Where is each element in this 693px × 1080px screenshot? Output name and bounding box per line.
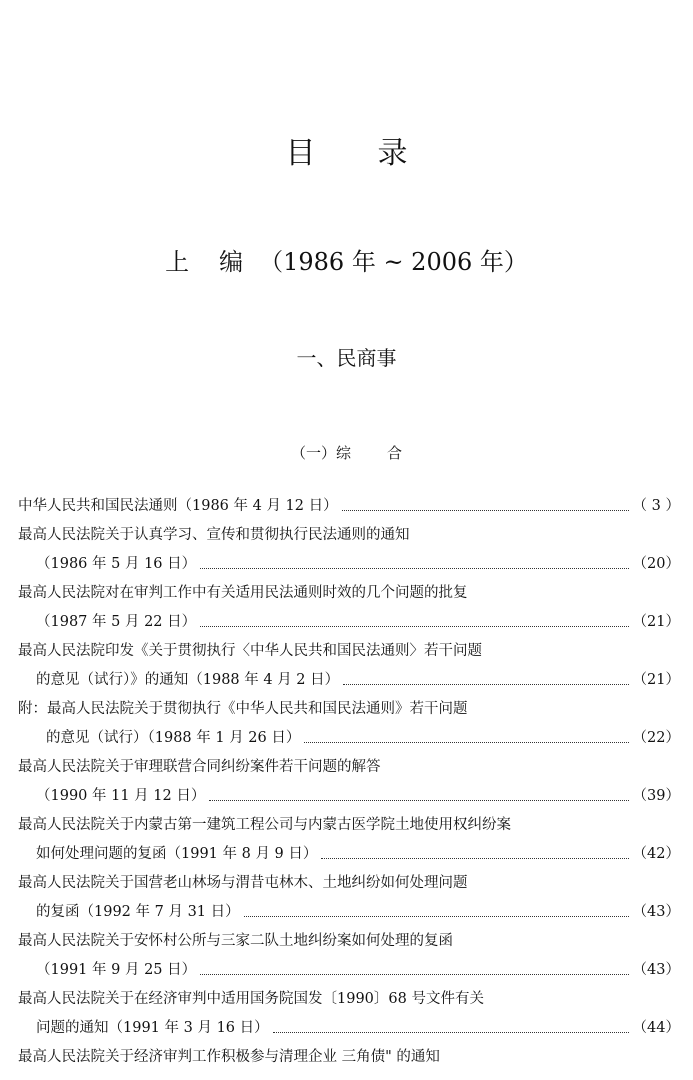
toc-entry-line <box>18 898 680 927</box>
toc-entry-line <box>18 782 680 811</box>
toc-entry-line <box>18 811 680 840</box>
dot-leader <box>304 742 628 743</box>
dot-leader <box>342 510 629 511</box>
toc-entry-text: 最高人民法院关于安怀村公所与三家二队土地纠纷案如何处理的复函 <box>18 933 453 949</box>
toc-page-number: （42） <box>632 846 680 862</box>
toc-entry-line <box>18 927 680 956</box>
toc-entry-line <box>18 724 680 753</box>
dot-leader <box>200 568 628 569</box>
subsection-title <box>0 442 693 463</box>
toc-page-number: （22） <box>632 730 680 746</box>
toc-entry-text: 最高人民法院关于国营老山林场与渭昔屯林木、土地纠纷如何处理问题 <box>18 875 468 891</box>
dot-leader <box>200 626 628 627</box>
toc-entry-line <box>18 492 680 521</box>
dot-leader <box>244 916 629 917</box>
toc-page-number: （39） <box>632 788 680 804</box>
toc-entry-line <box>18 956 680 985</box>
toc-entry-text: 中华人民共和国民法通则（1986 年 4 月 12 日） <box>18 498 338 514</box>
part-years: （1986 年 ~ 2006 年） <box>259 248 528 276</box>
dot-leader <box>321 858 628 859</box>
page-title <box>0 128 693 172</box>
subsection-label-a: （一）综 <box>290 444 351 462</box>
toc-entry-line <box>18 579 680 608</box>
toc-entry-line <box>18 637 680 666</box>
toc-entry-line <box>18 869 680 898</box>
page-title-right: 录 <box>377 136 408 171</box>
toc-entry-text: （1990 年 11 月 12 日） <box>36 788 206 804</box>
toc-entry-line <box>18 695 680 724</box>
toc-entry-text: （1986 年 5 月 16 日） <box>36 556 197 572</box>
toc-entry-line <box>18 753 680 782</box>
toc-entry-text: 的复函（1992 年 7 月 31 日） <box>36 904 240 920</box>
subsection-label-b: 合 <box>387 444 403 462</box>
part-label-a: 上 <box>165 248 190 276</box>
toc-page-number: （ 3 ） <box>632 498 680 514</box>
toc-entry-line <box>18 608 680 637</box>
toc-page-number: （44） <box>632 1020 680 1036</box>
toc-entry-line <box>18 666 680 695</box>
toc-entry-text: 最高人民法院关于在经济审判中适用国务院国发〔1990〕68 号文件有关 <box>18 991 484 1007</box>
toc-entry-line <box>18 840 680 869</box>
section-title: 一、民商事 <box>296 346 397 370</box>
toc-entry-text: 如何处理问题的复函（1991 年 8 月 9 日） <box>36 846 318 862</box>
toc-entry-text: 最高人民法院印发《关于贯彻执行〈中华人民共和国民法通则〉若干问题 <box>18 643 482 659</box>
toc-entry-line <box>18 521 680 550</box>
toc-entry-text: （1991 年 9 月 25 日） <box>36 962 197 978</box>
toc-entry-text: 最高人民法院关于审理联营合同纠纷案件若干问题的解答 <box>18 759 381 775</box>
toc-entry-text: 最高人民法院关于认真学习、宣传和贯彻执行民法通则的通知 <box>18 527 410 543</box>
dot-leader <box>200 974 628 975</box>
table-of-contents <box>18 492 680 1072</box>
part-title <box>0 242 693 277</box>
toc-entry-line <box>18 1043 680 1072</box>
toc-page-number: （20） <box>632 556 680 572</box>
toc-entry-text: 的意见（试行）》的通知（1988 年 4 月 2 日） <box>36 672 340 688</box>
toc-page-number: （21） <box>632 672 680 688</box>
toc-entry-text: 最高人民法院对在审判工作中有关适用民法通则时效的几个问题的批复 <box>18 585 468 601</box>
dot-leader <box>273 1032 629 1033</box>
toc-page-number: （43） <box>632 962 680 978</box>
dot-leader <box>343 684 628 685</box>
part-label-b: 编 <box>219 248 244 276</box>
toc-entry-text: 最高人民法院关于内蒙古第一建筑工程公司与内蒙古医学院土地使用权纠纷案 <box>18 817 511 833</box>
toc-entry-text: 的意见（试行）（1988 年 1 月 26 日） <box>46 730 301 746</box>
toc-entry-text: 最高人民法院关于经济审判工作积极参与清理企业 三角债" 的通知 <box>18 1049 440 1065</box>
toc-entry-text: （1987 年 5 月 22 日） <box>36 614 197 630</box>
toc-entry-line <box>18 985 680 1014</box>
page-title-left: 目 <box>285 136 316 171</box>
dot-leader <box>209 800 628 801</box>
toc-entry-line <box>18 1014 680 1043</box>
toc-entry-text: 附：最高人民法院关于贯彻执行《中华人民共和国民法通则》若干问题 <box>18 701 468 717</box>
toc-page-number: （21） <box>632 614 680 630</box>
toc-entry-line <box>18 550 680 579</box>
toc-page-number: （43） <box>632 904 680 920</box>
toc-entry-text: 问题的通知（1991 年 3 月 16 日） <box>36 1020 269 1036</box>
